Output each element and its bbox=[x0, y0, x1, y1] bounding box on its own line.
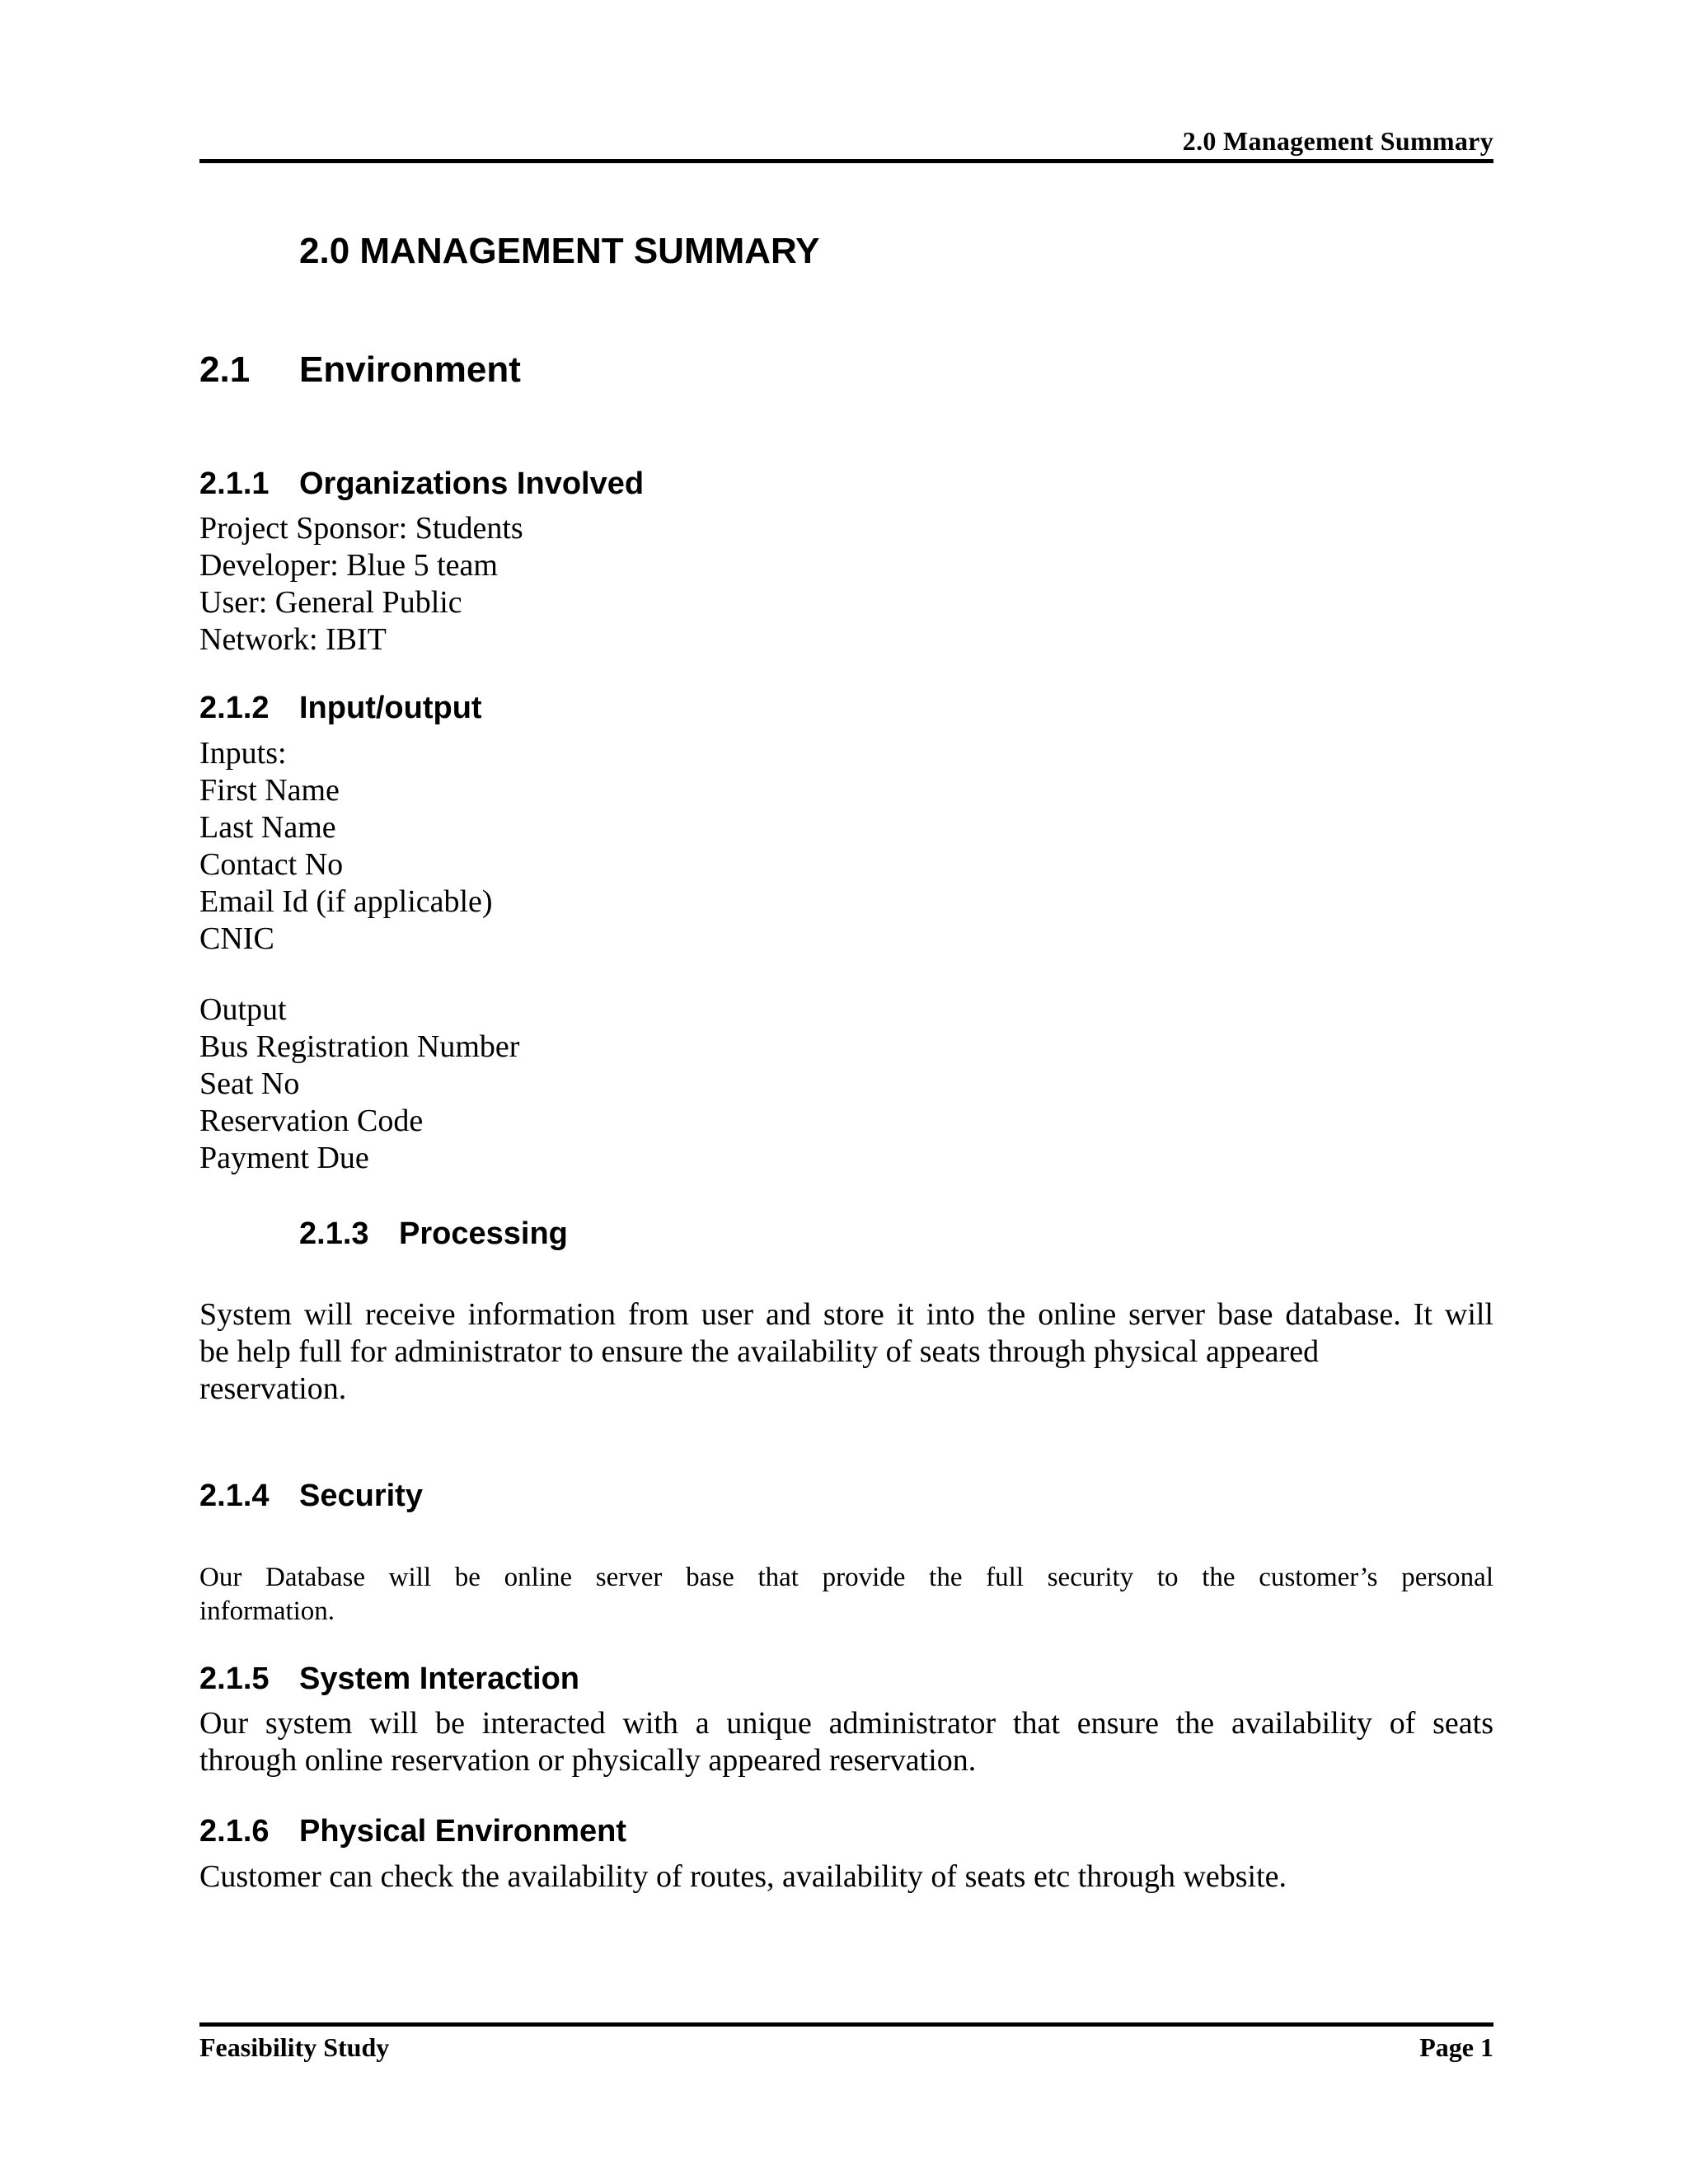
section-number: 2.1.1 bbox=[199, 466, 270, 501]
section-2-1-4-heading bbox=[199, 1479, 423, 1514]
list-item: Email Id (if applicable) bbox=[199, 884, 493, 919]
list-item: First Name bbox=[199, 773, 340, 808]
paragraph-line: System will receive information from user and store it into the online server base database. It will bbox=[199, 1297, 1493, 1332]
page-title: 2.0 MANAGEMENT SUMMARY bbox=[299, 231, 820, 271]
section-2-1-5-heading bbox=[199, 1661, 579, 1697]
processing-paragraph bbox=[199, 1296, 1493, 1408]
section-title: System Interaction bbox=[299, 1661, 579, 1696]
outputs-list bbox=[199, 991, 519, 1177]
list-item: Last Name bbox=[199, 810, 336, 845]
paragraph-line: through online reservation or physically appeared reservation. bbox=[199, 1743, 977, 1778]
section-number: 2.1.4 bbox=[199, 1479, 270, 1513]
section-title: Input/output bbox=[299, 691, 482, 725]
list-item: Output bbox=[199, 992, 287, 1027]
section-number: 2.1.2 bbox=[199, 691, 270, 725]
section-title: Physical Environment bbox=[299, 1814, 627, 1849]
list-item: Inputs: bbox=[199, 736, 287, 771]
section-number: 2.1.5 bbox=[199, 1661, 270, 1696]
section-number: 2.1 bbox=[199, 349, 251, 390]
list-item: Seat No bbox=[199, 1066, 300, 1101]
section-2-1-1-heading bbox=[199, 466, 644, 502]
paragraph-line: information. bbox=[199, 1596, 335, 1626]
list-item: Reservation Code bbox=[199, 1104, 424, 1138]
section-2-1-heading bbox=[199, 349, 521, 391]
section-2-1-6-heading bbox=[199, 1814, 626, 1849]
list-item: Developer: Blue 5 team bbox=[199, 548, 498, 583]
list-item: Bus Registration Number bbox=[199, 1029, 520, 1064]
header-rule bbox=[199, 159, 1493, 163]
paragraph-line: reservation. bbox=[199, 1371, 347, 1406]
section-number: 2.1.6 bbox=[199, 1814, 270, 1849]
paragraph-line: Customer can check the availability of routes, availability of seats etc through website. bbox=[199, 1859, 1287, 1894]
list-item: Project Sponsor: Students bbox=[199, 511, 523, 546]
paragraph-line: Our Database will be online server base that provide the full security to the customer’s personal bbox=[199, 1563, 1493, 1592]
footer-rule bbox=[199, 2022, 1493, 2027]
paragraph-line: Our system will be interacted with a unique administrator that ensure the availability of seats bbox=[199, 1706, 1493, 1741]
list-item: CNIC bbox=[199, 921, 274, 956]
list-item: Contact No bbox=[199, 847, 344, 882]
organizations-list bbox=[199, 510, 523, 658]
section-title: Security bbox=[299, 1479, 423, 1513]
section-title: Organizations Involved bbox=[299, 466, 645, 501]
inputs-list bbox=[199, 735, 493, 958]
section-title: Environment bbox=[299, 349, 521, 390]
section-2-1-2-heading bbox=[199, 691, 482, 726]
page-number: Page 1 bbox=[1419, 2032, 1493, 2062]
physical-environment-paragraph bbox=[199, 1858, 1493, 1896]
list-item: User: General Public bbox=[199, 585, 462, 620]
section-number: 2.1.3 bbox=[299, 1216, 369, 1251]
running-header: 2.0 Management Summary bbox=[1182, 126, 1493, 156]
footer-document-title: Feasibility Study bbox=[199, 2032, 390, 2062]
list-item: Network: IBIT bbox=[199, 622, 387, 657]
paragraph-line: be help full for administrator to ensure the availability of seats through physical appeared bbox=[199, 1334, 1320, 1369]
section-2-1-3-heading bbox=[299, 1216, 568, 1252]
security-paragraph bbox=[199, 1561, 1493, 1629]
system-interaction-paragraph bbox=[199, 1705, 1493, 1779]
list-item: Payment Due bbox=[199, 1141, 369, 1175]
section-title: Processing bbox=[399, 1216, 568, 1251]
